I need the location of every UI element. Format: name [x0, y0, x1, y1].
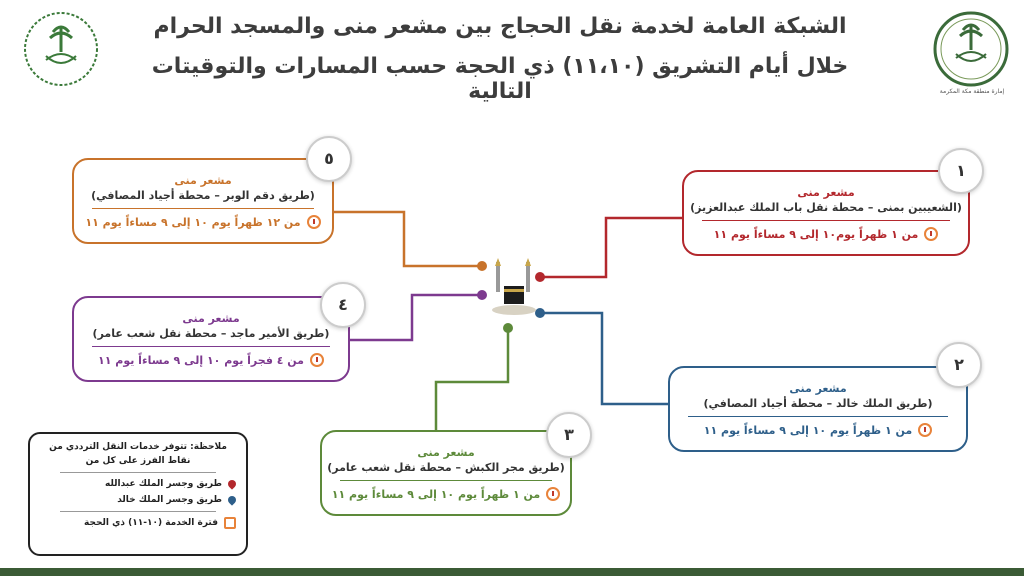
route-time: من ١٢ ظهراً يوم ١٠ إلى ٩ مساءاً يوم ١١: [85, 215, 301, 229]
route-name: (طريق مجر الكبش – محطة نقل شعب عامر): [327, 461, 565, 474]
divider: [340, 480, 552, 481]
route-number-badge: ٤: [320, 282, 366, 328]
route-number-badge: ٢: [936, 342, 982, 388]
route4-line: [350, 295, 482, 340]
route-card-1: [682, 170, 970, 256]
route-name: (طريق الملك خالد – محطة أجياد المصافي): [703, 397, 933, 410]
alarm-clock-icon: [918, 423, 932, 437]
route5-line: [334, 212, 482, 266]
route3-line: [436, 328, 508, 430]
route-card-4: [72, 296, 350, 382]
route-heading: مشعر منى: [417, 446, 475, 459]
alarm-clock-icon: [924, 227, 938, 241]
route-heading: مشعر منى: [789, 382, 847, 395]
route-name: (طريق دقم الوبر – محطة أجياد المصافي): [91, 189, 315, 202]
legend-item: فترة الخدمة (١٠-١١) ذي الحجة: [84, 518, 218, 528]
kaaba-icon: [488, 258, 538, 318]
alarm-clock-icon: [546, 487, 560, 501]
route-number-badge: ١: [938, 148, 984, 194]
divider: [702, 220, 950, 221]
footer-bar: [0, 568, 1024, 576]
route-name: (طريق الأمير ماجد – محطة نقل شعب عامر): [92, 327, 330, 340]
route-card-2: [668, 366, 968, 452]
calendar-icon: [224, 517, 236, 529]
route-time: من ١ ظهراً يوم ١٠ إلى ٩ مساءاً يوم ١١: [331, 487, 541, 501]
legend-item: طريق وجسر الملك عبدالله: [105, 479, 222, 489]
divider: [688, 416, 948, 417]
route-number-badge: ٣: [546, 412, 592, 458]
legend-item: طريق وجسر الملك خالد: [117, 495, 222, 505]
route-time: من ١ ظهراً يوم ١٠ إلى ٩ مساءاً يوم ١١: [703, 423, 913, 437]
route4-dot: [477, 290, 487, 300]
route3-dot: [503, 323, 513, 333]
legend-box: [28, 432, 248, 556]
route-heading: مشعر منى: [174, 174, 232, 187]
route-number-badge: ٥: [306, 136, 352, 182]
route5-dot: [477, 261, 487, 271]
map-pin-icon: [226, 478, 237, 489]
alarm-clock-icon: [307, 215, 321, 229]
route-time: من ٤ فجراً يوم ١٠ إلى ٩ مساءاً يوم ١١: [98, 353, 304, 367]
page-subtitle: خلال أيام التشريق (١١،١٠) ذي الحجة حسب المسارات والتوقيتات التالية: [151, 54, 849, 104]
map-pin-icon: [226, 494, 237, 505]
page-title: الشبكة العامة لخدمة نقل الحجاج بين مشعر منى والمسجد الحرام: [153, 14, 847, 39]
route-heading: مشعر منى: [182, 312, 240, 325]
legend-note: ملاحظة: تتوفر خدمات النقل الترددي من نقاط الفرز على كل من: [49, 442, 227, 466]
route-heading: مشعر منى: [797, 186, 855, 199]
divider: [92, 208, 314, 209]
divider: [60, 511, 216, 512]
route-card-5: [72, 158, 334, 244]
route-name: (الشعيبين بمنى – محطة نقل باب الملك عبدالعزيز): [690, 201, 962, 214]
divider: [92, 346, 330, 347]
route1-line: [540, 218, 682, 277]
alarm-clock-icon: [310, 353, 324, 367]
logo-caption: إمارة منطقة مكة المكرمة: [939, 88, 1005, 95]
route-time: من ١ ظهراً يوم١٠ إلى ٩ مساءاً يوم ١١: [713, 227, 919, 241]
route-card-3: [320, 430, 572, 516]
route2-line: [540, 313, 668, 404]
divider: [60, 472, 216, 473]
